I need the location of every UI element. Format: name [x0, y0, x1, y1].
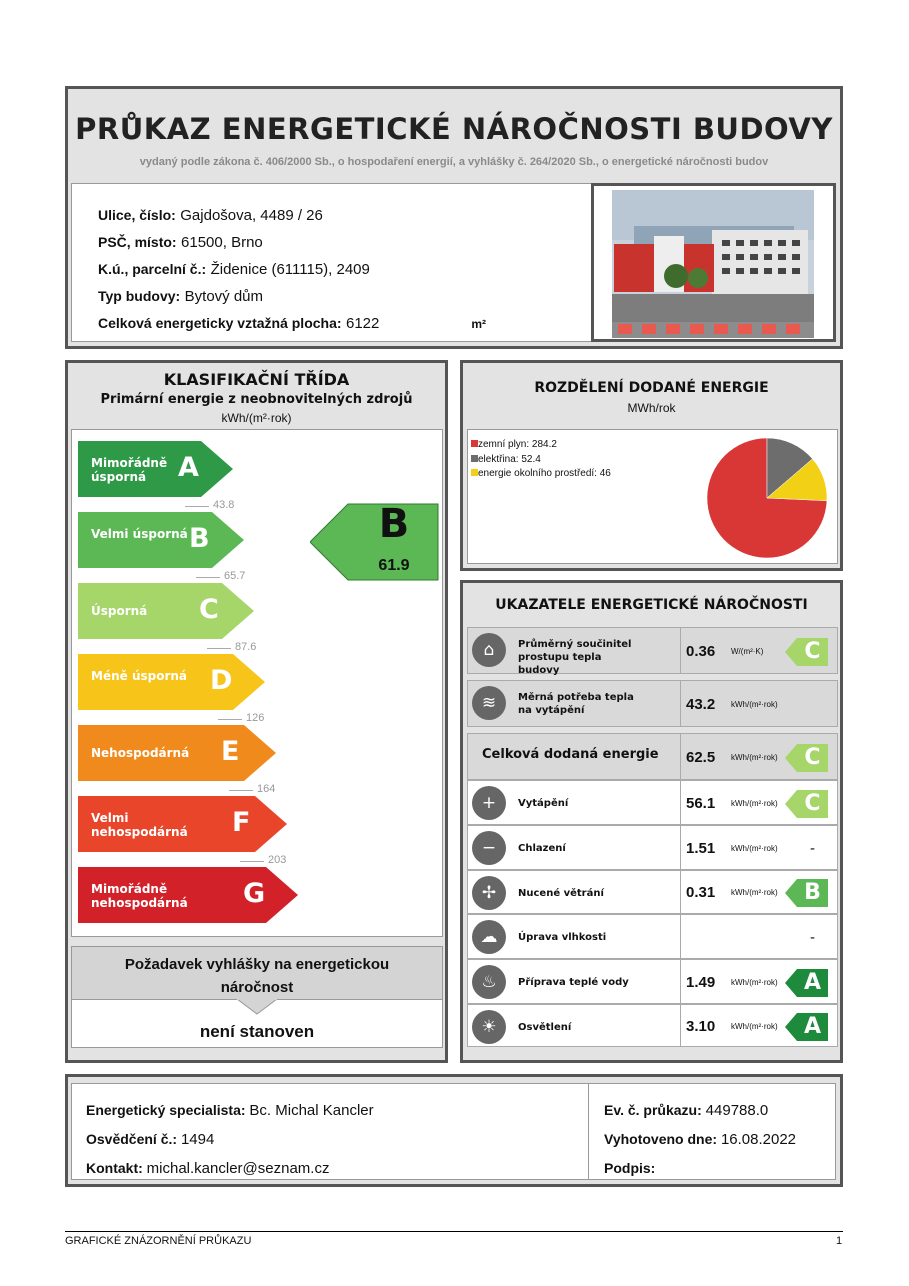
indicator-row: [467, 780, 838, 825]
class-name-f: Velmi nehospodárná: [91, 811, 188, 839]
indicator-class-badge: [785, 878, 829, 908]
cert-value: 1494: [180, 1131, 215, 1148]
ku-label: K.ú., parcelní č.:: [98, 261, 207, 277]
distribution-unit: MWh/rok: [627, 401, 676, 415]
type-value: Bytový dům: [184, 288, 264, 305]
class-letter-b: B: [189, 523, 210, 554]
threshold-arrow: [185, 506, 209, 507]
indicator-row: [467, 914, 838, 959]
distribution-legend: [471, 438, 611, 482]
indicator-class-badge: [785, 1012, 829, 1042]
class-arrow-d: [78, 654, 265, 710]
threshold-value: 43.8: [213, 499, 235, 511]
indicator-class-badge: [785, 743, 829, 773]
psc-label: PSČ, místo:: [98, 234, 177, 250]
indicator-value: 1.51: [686, 839, 716, 857]
indicator-value: 0.31: [686, 884, 716, 901]
threshold-value: 164: [257, 783, 276, 795]
indicator-row: [467, 680, 838, 727]
threshold-value: 87.6: [235, 641, 257, 653]
result-class-value: 61.9: [378, 557, 410, 574]
thermometer-plus-icon: +: [472, 786, 506, 820]
indicator-name: Celková dodaná energie: [482, 747, 659, 762]
street-value: Gajdošova, 4489 / 26: [180, 207, 323, 224]
indicator-name: Nucené větrání: [518, 888, 604, 899]
indicator-class-letter: A: [803, 1013, 822, 1039]
indicators-title: UKAZATELE ENERGETICKÉ NÁROČNOSTI: [495, 597, 808, 613]
indicator-unit: kWh/(m²·rok): [731, 1021, 778, 1031]
contact-value: michal.kancler@seznam.cz: [146, 1160, 330, 1177]
indicator-class-badge: [785, 789, 829, 819]
threshold-value: 126: [246, 712, 265, 724]
footer-caption: GRAFICKÉ ZNÁZORNĚNÍ PRŮKAZU: [65, 1235, 252, 1247]
indicator-row: [467, 959, 838, 1004]
requirement-title: Požadavek vyhlášky na energetickou náročnost: [124, 956, 390, 996]
class-letter-g: G: [243, 878, 266, 909]
indicator-class-none: -: [810, 839, 815, 857]
indicator-separator: [680, 1005, 681, 1046]
indicator-row: [467, 733, 838, 780]
indicator-value: 56.1: [686, 794, 716, 812]
class-letter-e: E: [221, 736, 240, 767]
street-label: Ulice, číslo:: [98, 207, 176, 223]
indicator-name: Měrná potřeba tepla na vytápění: [518, 692, 634, 716]
indicator-value: 62.5: [686, 748, 716, 766]
contact-label: Kontakt:: [86, 1160, 143, 1176]
indicator-class-none: -: [810, 928, 815, 946]
requirement-value: není stanoven: [199, 1022, 315, 1041]
indicator-separator: [680, 781, 681, 824]
classification-subtitle: Primární energie z neobnovitelných zdrojů: [100, 392, 413, 407]
page-title: PRŮKAZ ENERGETICKÉ NÁROČNOSTI BUDOVY: [75, 112, 833, 146]
class-letter-f: F: [232, 807, 251, 838]
house-icon: ⌂: [472, 633, 506, 667]
class-arrow-a: [78, 441, 233, 497]
indicator-value: 0.36: [686, 642, 716, 660]
requirement-pointer: [237, 999, 277, 1015]
indicator-name: Chlazení: [518, 843, 566, 854]
indicator-class-letter: A: [803, 969, 822, 995]
area-label: Celková energeticky vztažná plocha:: [98, 315, 342, 331]
class-arrow-f: [78, 796, 287, 852]
indicator-value: 3.10: [686, 1017, 716, 1035]
indicator-separator: [680, 871, 681, 913]
indicator-name: Osvětlení: [518, 1022, 572, 1033]
tap-icon: ♨: [472, 965, 506, 999]
threshold-arrow: [240, 861, 264, 862]
result-class-indicator: [310, 503, 440, 581]
threshold-arrow: [218, 719, 242, 720]
thermometer-minus-icon: −: [472, 831, 506, 865]
class-letter-a: A: [178, 452, 199, 483]
indicator-name: Průměrný součinitel prostupu tepla budovy: [518, 639, 632, 676]
indicator-separator: [680, 915, 681, 958]
threshold-arrow: [229, 790, 253, 791]
building-photo: [591, 183, 836, 342]
sign-label: Podpis:: [604, 1160, 656, 1176]
indicator-unit: kWh/(m²·rok): [731, 699, 778, 709]
indicator-class-badge: [785, 637, 829, 667]
indicator-value: 43.2: [686, 695, 716, 713]
class-arrow-c: [78, 583, 254, 639]
legend-label-ambient: energie okolního prostředí: 46: [478, 468, 611, 479]
legend-swatch-gas: [471, 440, 478, 447]
class-arrow-b: [78, 512, 244, 568]
area-value: 6122: [346, 315, 380, 332]
indicator-class-letter: C: [804, 790, 821, 816]
class-arrow-e: [78, 725, 276, 781]
ev-value: 449788.0: [705, 1102, 769, 1119]
class-letter-d: D: [210, 665, 233, 696]
indicator-class-letter: C: [804, 744, 821, 770]
indicator-unit: kWh/(m²·rok): [731, 798, 778, 808]
specialist-name-value: Bc. Michal Kancler: [249, 1102, 374, 1119]
class-name-a: Mimořádně úsporná: [91, 456, 168, 484]
indicator-separator: [680, 681, 681, 726]
class-name-b: Velmi úsporná: [91, 527, 188, 541]
indicator-separator: [680, 628, 681, 673]
indicator-row: [467, 870, 838, 914]
indicator-unit: kWh/(m²·rok): [731, 977, 778, 987]
building-info: [98, 202, 486, 337]
indicator-name: Úprava vlhkosti: [518, 932, 607, 943]
humidity-icon: ☁: [472, 920, 506, 954]
indicator-row: [467, 1004, 838, 1047]
class-name-e: Nehospodárná: [91, 746, 190, 760]
building-photo-image: [594, 186, 833, 339]
page-number: 1: [836, 1235, 843, 1247]
indicator-separator: [680, 826, 681, 869]
class-name-c: Úsporná: [91, 604, 148, 618]
threshold-value: 203: [268, 854, 287, 866]
area-unit: m²: [471, 317, 487, 331]
legend-swatch-electricity: [471, 455, 478, 462]
indicator-unit: W/(m²·K): [731, 646, 764, 656]
indicator-unit: kWh/(m²·rok): [731, 843, 778, 853]
legend-item-gas: [471, 438, 611, 453]
threshold-arrow: [196, 577, 220, 578]
classification-title: KLASIFIKAČNÍ TŘÍDA: [163, 370, 350, 389]
cert-label: Osvědčení č.:: [86, 1131, 178, 1147]
legend-label-gas: zemní plyn: 284.2: [478, 439, 557, 450]
indicator-value: 1.49: [686, 973, 716, 991]
class-name-d: Méně úsporná: [91, 669, 188, 683]
indicator-separator: [680, 734, 681, 779]
class-letter-c: C: [199, 594, 219, 625]
indicator-row: [467, 825, 838, 870]
specialist-info: [86, 1096, 374, 1183]
class-arrow-g: [78, 867, 298, 923]
indicator-unit: kWh/(m²·rok): [731, 752, 778, 762]
distribution-pie-chart: [703, 436, 831, 560]
indicator-unit: kWh/(m²·rok): [731, 888, 778, 897]
threshold-value: 65.7: [224, 570, 246, 582]
indicator-class-badge: [785, 968, 829, 998]
indicator-name: Vytápění: [518, 798, 569, 809]
indicator-class-letter: C: [804, 638, 821, 664]
distribution-title: ROZDĚLENÍ DODANÉ ENERGIE: [534, 380, 769, 396]
indicator-separator: [680, 960, 681, 1003]
legend-item-ambient: [471, 467, 611, 482]
result-class-letter: B: [378, 501, 410, 547]
legend-label-electricity: elektřina: 52.4: [478, 453, 541, 465]
specialist-name-label: Energetický specialista:: [86, 1102, 246, 1118]
indicator-name: Příprava teplé vody: [518, 977, 629, 988]
date-label: Vyhotoveno dne:: [604, 1131, 718, 1147]
classification-unit: kWh/(m²·rok): [221, 411, 292, 425]
date-value: 16.08.2022: [720, 1131, 797, 1148]
page-subtitle: vydaný podle zákona č. 406/2000 Sb., o hospodaření energií, a vyhlášky č. 264/2020 Sb., o energetické náročnosti budov: [139, 156, 769, 168]
class-name-g: Mimořádně nehospodárná: [91, 882, 188, 910]
indicator-class-letter: B: [804, 880, 821, 905]
footer-rule: [65, 1231, 843, 1232]
legend-swatch-ambient: [471, 469, 478, 476]
ku-value: Židenice (611115), 2409: [210, 261, 370, 278]
psc-value: 61500, Brno: [181, 234, 263, 251]
fan-icon: ✢: [472, 876, 506, 910]
ev-label: Ev. č. průkazu:: [604, 1102, 702, 1118]
bulb-icon: ☀: [472, 1010, 506, 1044]
heat-icon: ≋: [472, 686, 506, 720]
certificate-info: [604, 1096, 796, 1182]
type-label: Typ budovy:: [98, 288, 181, 304]
legend-item-electricity: [471, 453, 611, 468]
indicator-row: [467, 627, 838, 674]
threshold-arrow: [207, 648, 231, 649]
